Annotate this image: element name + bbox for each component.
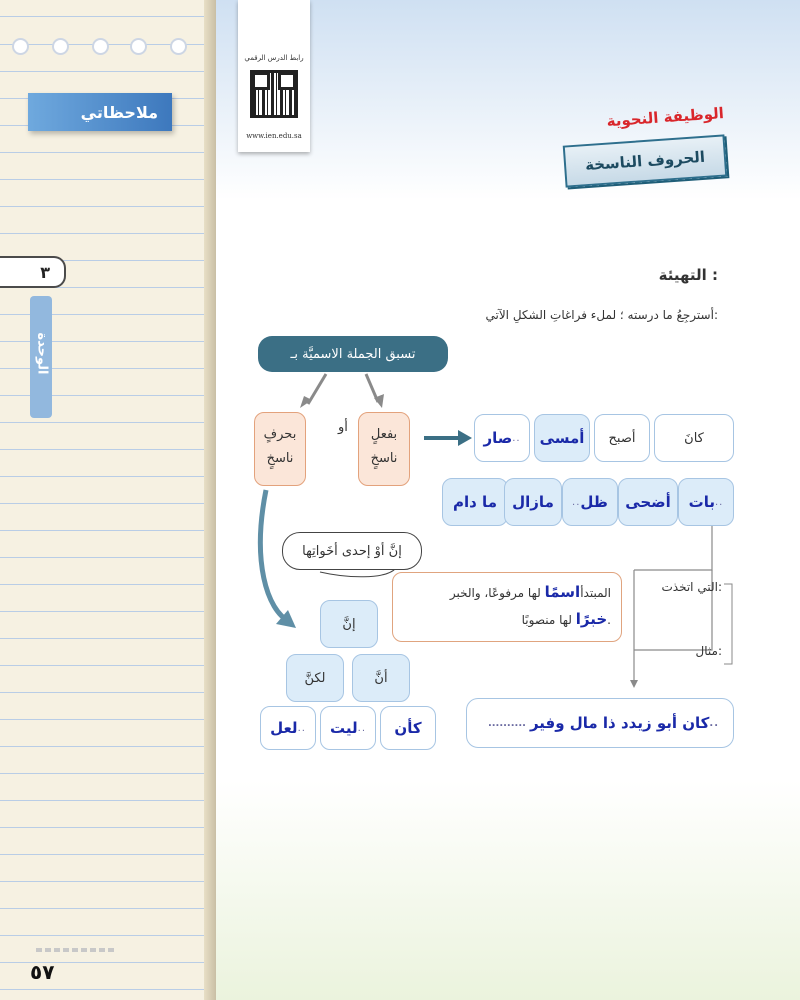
kana-item-answer: أضحى [625,493,671,511]
lesson-page [216,0,800,1000]
binder-hole-icon [12,38,29,55]
kana-item [678,478,734,526]
book-spine [204,0,216,1000]
unit-tab [30,296,52,418]
inna-item-answer: لعل [270,719,298,737]
example-label: مثال: [695,644,722,658]
binder-hole-icon [170,38,187,55]
function-title: الوظيفة النحوية [606,104,725,131]
rule-line-1 [403,579,611,606]
kana-item [474,414,530,462]
notes-title [28,93,172,131]
inna-item-answer: كأن [394,719,422,737]
kana-item [618,478,678,526]
arrowhead-icon [458,430,472,446]
rule-box [392,572,622,642]
notes-title-label: ملاحظاتي [80,102,158,122]
kana-item-answer: ما دام [453,493,497,511]
takes-label: التي اتخذت: [661,580,722,594]
lesson-title: الحروف الناسخة [584,147,706,175]
kana-item-answer: أمسى [539,429,585,447]
particle-line-1: بحرفٍ [263,427,297,442]
inna-item [352,654,410,702]
page-number: ٥٧ [30,960,55,984]
particle-line-2: ناسخٍ [266,451,294,466]
kana-item-text: كانَ [684,430,704,446]
verb-line-1: بفعلٍ [370,427,398,442]
inna-item [320,600,378,648]
inna-item [260,706,316,750]
inna-item-text: إنَّ [342,616,356,632]
kana-item [504,478,562,526]
inna-bubble [282,532,422,570]
kana-item [442,478,508,526]
inna-bubble-text: إنَّ أوْ إحدى أخَواتِها [302,543,402,559]
inna-item-text: أنَّ [374,670,388,686]
kana-item [534,414,590,462]
rule-answer-2: خبرًا [575,610,608,628]
kana-item-answer: صار [483,429,513,447]
qr-url[interactable]: www.ien.edu.sa [246,132,302,140]
warmup-heading: التهيئة : [658,266,718,284]
kana-item [562,478,618,526]
kana-item-text: أصبح [608,430,636,446]
binder-hole-icon [52,38,69,55]
fill-dots: .. [512,432,521,444]
divider [36,948,116,952]
example-box [466,698,734,748]
verb-line-2: ناسخٍ [370,451,398,466]
binder-hole-icon [92,38,109,55]
fill-dots: .. [572,496,581,508]
rule-line-2 [403,606,611,633]
fill-dots: .. [714,496,724,508]
example-answer: كان أبو زيدد ذا مال وفير [529,714,710,732]
inna-item-answer: ليت [330,719,358,737]
rule-prefix: المبتدأ [580,586,611,600]
unit-number-badge [0,256,66,288]
kana-item [654,414,734,462]
fill-dots: .......... [487,717,526,729]
fill-dots: .. [297,722,306,734]
inna-item [380,706,436,750]
kana-item-answer: ظل [580,493,608,511]
rule-suffix-1: لها مرفوعًا، والخبر [449,586,541,600]
or-label: أو [338,420,348,435]
kana-item-answer: بات [688,493,715,511]
unit-tab-label: الوحدة [34,332,50,375]
inna-item [320,706,376,750]
warmup-instruction: أسترجِعُ ما درسته ؛ لملء فراغاتِ الشكلِ الآتي: [485,308,718,322]
kana-item-answer: مازال [512,493,554,511]
rule-answer-1: اسمًا [544,583,581,601]
inna-item [286,654,344,702]
particle-box [254,412,306,486]
verb-box [358,412,410,486]
top-bubble [258,336,448,372]
top-bubble-text: تسبق الجملة الاسميَّة بـ [290,346,416,362]
qr-label: رابط الدرس الرقمي [244,54,304,62]
binder-hole-icon [130,38,147,55]
rule-suffix-2: لها منصوبًا. [521,613,611,627]
fill-dots: .. [357,722,366,734]
unit-number: ٣ [40,262,50,282]
fill-dots: .. [709,717,719,729]
inna-item-text: لكنَّ [304,670,326,686]
notes-sidebar [0,0,214,1000]
kana-item [594,414,650,462]
